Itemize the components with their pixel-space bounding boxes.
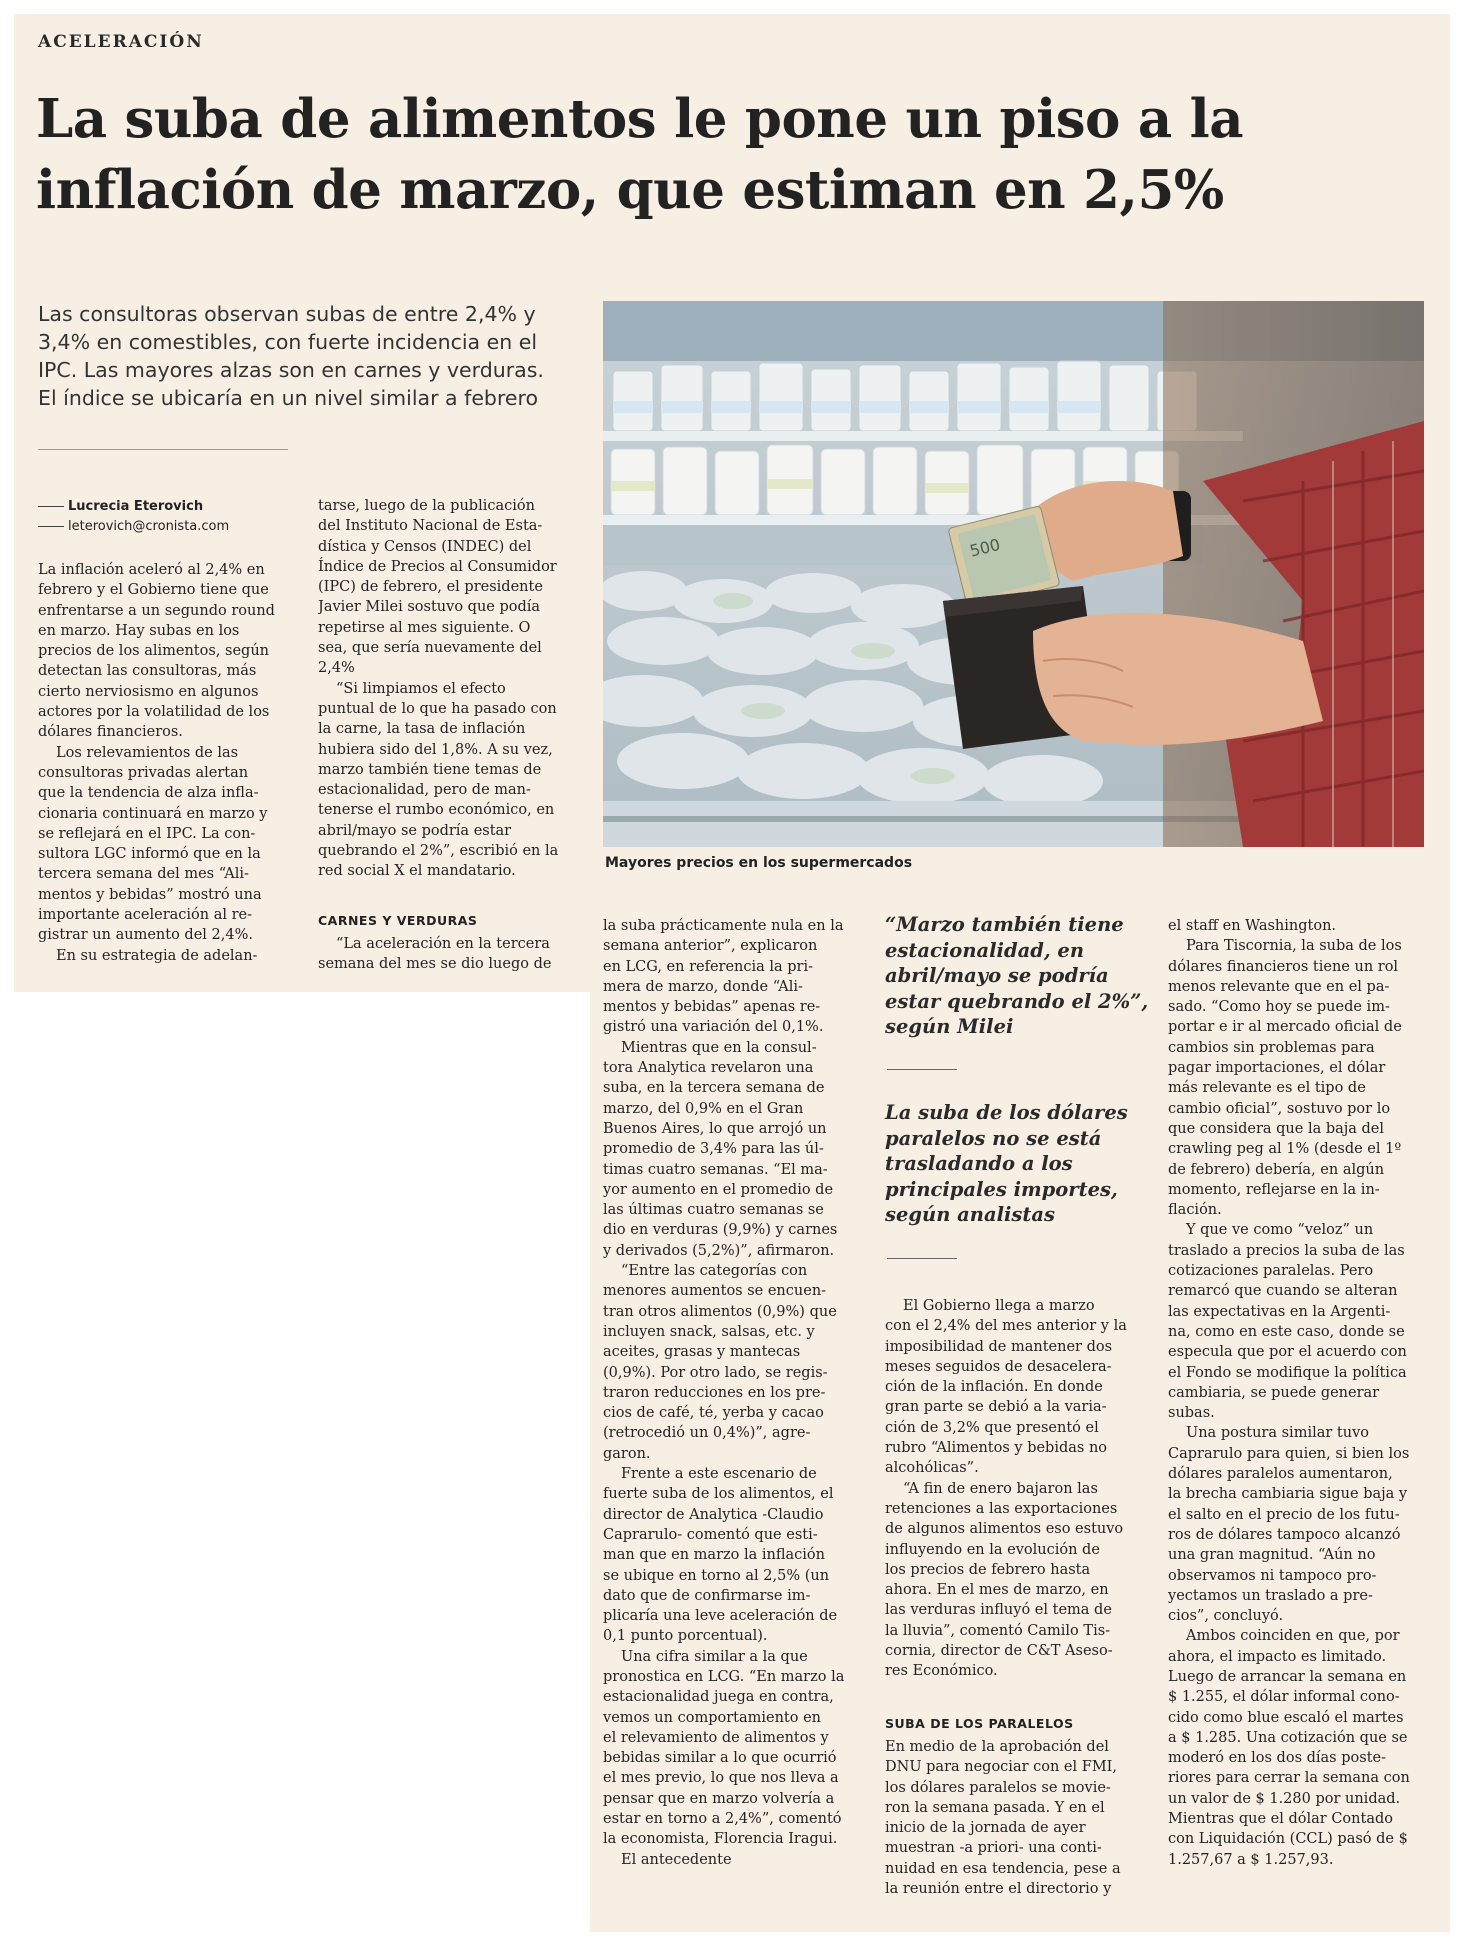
text-line: (0,9%). Por otro lado, se regis- — [603, 1364, 828, 1381]
text-line: timas cuatro semanas. “El ma- — [603, 1161, 828, 1178]
text-line: bebidas similar a lo que ocurrió — [603, 1750, 837, 1767]
text-line: la carne, la tasa de inflación — [318, 721, 526, 738]
text-line: semana anterior”, explicaron — [603, 938, 818, 955]
text-line: quebrando el 2%”, escribió en la — [318, 843, 559, 860]
text-line: cionaria continuará en marzo y — [38, 805, 268, 822]
text-line: pensar que en marzo volvería a — [603, 1790, 835, 1807]
text-line: incluyen snack, salsas, etc. y — [603, 1323, 815, 1340]
text-line: observamos ni tampoco pro- — [1168, 1567, 1377, 1584]
text-line: tercera semana del mes “Ali- — [38, 866, 249, 883]
text-line: meses seguidos de desacelera- — [885, 1358, 1112, 1375]
text-line: na, como en este caso, donde se — [1168, 1323, 1405, 1340]
text-line: 0,1 punto porcentual). — [603, 1628, 768, 1645]
text-line: Mientras que el dólar Contado — [1168, 1811, 1393, 1828]
text-line: influyendo en la evolución de — [885, 1541, 1100, 1558]
text-line: imposibilidad de mantener dos — [885, 1338, 1113, 1355]
text-line: en marzo. Hay subas en los — [38, 622, 240, 639]
text-line: dística y Censos (INDEC) del — [318, 538, 532, 555]
text-line: traslado a precios la suba de las — [1168, 1242, 1405, 1259]
headline-line: inflación de marzo, que estiman en 2,5% — [36, 159, 1224, 221]
text-line: En medio de la aprobación del — [885, 1739, 1109, 1755]
text-line: especula que por el acuerdo con — [1168, 1344, 1407, 1361]
text-line: inicio de la jornada de ayer — [885, 1820, 1086, 1837]
text-line: cios”, concluyó. — [1168, 1608, 1284, 1625]
headline-line: La suba de alimentos le pone un piso a la — [36, 88, 1244, 150]
quote-divider — [887, 1069, 957, 1070]
text-line: 2,4% — [318, 660, 355, 677]
text-line: rubro “Alimentos y bebidas no — [885, 1440, 1108, 1457]
text-line: puntual de lo que ha pasado con — [318, 700, 557, 717]
text-line: aceites, grasas y mantecas — [603, 1344, 801, 1361]
text-line: gistrar un aumento del 2,4%. — [38, 927, 253, 944]
text-line: Caprarulo para quien, si bien los — [1168, 1445, 1410, 1462]
text-line: gistró una variación del 0,1%. — [603, 1019, 824, 1036]
text-line: abril/mayo se podría estar — [318, 822, 512, 839]
text-line: en LCG, en referencia la pri- — [603, 958, 814, 975]
column-2 — [318, 496, 573, 882]
text-line: Javier Milei sostuvo que podía — [318, 599, 541, 616]
text-line: el salto en el precio de los futu- — [1168, 1506, 1400, 1523]
text-line: precios de los alimentos, según — [38, 643, 270, 660]
text-line: de algunos alimentos eso estuvo — [885, 1521, 1124, 1538]
text-line: La inflación aceleró al 2,4% en — [38, 562, 265, 578]
text-line: moderó en los dos días poste- — [1168, 1750, 1386, 1767]
text-line: Buenos Aires, lo que arrojó un — [603, 1120, 827, 1137]
text-line: la brecha cambiaria sigue baja y — [1168, 1486, 1408, 1503]
text-line: Luego de arrancar la semana en — [1168, 1668, 1407, 1685]
text-line: ción de 3,2% que presentó el — [885, 1419, 1099, 1436]
text-line: yectamos un traslado a pre- — [1168, 1587, 1373, 1604]
text-line: En su estrategia de adelan- — [56, 947, 258, 964]
text-line: detectan las consultoras, más — [38, 663, 257, 680]
text-line: DNU para negociar con el FMI, — [885, 1759, 1117, 1776]
text-line: alcohólicas”. — [885, 1460, 979, 1477]
text-line: las expectativas en la Argenti- — [1168, 1303, 1391, 1320]
text-line: menos relevante que en el pa- — [1168, 978, 1390, 995]
author-email[interactable]: leterovich@cronista.com — [68, 519, 230, 534]
supermarket-photo-graphic — [603, 301, 1424, 847]
text-line: estar en torno a 2,4%”, comentó — [603, 1811, 842, 1828]
text-line: cierto nerviosismo en algunos — [38, 683, 259, 700]
text-line: (retrocedió un 0,4%)”, agre- — [603, 1425, 811, 1442]
deck-line: Las consultoras observan subas de entre 2,4% y — [38, 302, 536, 326]
quote-line: La suba de los dólares — [885, 1101, 1128, 1124]
text-line: con el 2,4% del mes anterior y la — [885, 1318, 1127, 1335]
text-line: cornia, director de C&T Aseso- — [885, 1643, 1113, 1660]
text-line: estacionalidad juega en contra, — [603, 1689, 834, 1706]
text-line: Una cifra similar a la que — [621, 1648, 808, 1665]
text-line: portar e ir al mercado oficial de — [1168, 1019, 1402, 1036]
text-line: cambiaria, se puede generar — [1168, 1384, 1380, 1401]
text-line: se ubique en torno al 2,5% (un — [603, 1567, 830, 1584]
text-line: el staff en Washington. — [1168, 918, 1337, 934]
text-line: actores por la volatilidad de los — [38, 704, 270, 721]
text-line: y derivados (5,2%)”, afirmaron. — [603, 1242, 835, 1259]
text-line: cido como blue escaló el martes — [1168, 1709, 1404, 1726]
text-line: flación. — [1168, 1202, 1222, 1219]
text-line: “Entre las categorías con — [621, 1263, 808, 1280]
text-line: crawling peg al 1% (desde el 1º — [1168, 1141, 1402, 1158]
text-line: del Instituto Nacional de Esta- — [318, 518, 543, 535]
column-2-continued — [318, 934, 573, 975]
text-line: red social X el mandatario. — [318, 863, 516, 880]
text-line: Para Tiscornia, la suba de los — [1186, 938, 1402, 955]
text-line: ahora. En el mes de marzo, en — [885, 1582, 1109, 1599]
byline — [38, 497, 229, 537]
pull-quote-paralelos — [885, 1100, 1155, 1228]
text-line: que considera que la baja del — [1168, 1120, 1385, 1137]
text-line: mentos y bebidas” mostró una — [38, 886, 262, 903]
text-line: man que en marzo la inflación — [603, 1547, 825, 1564]
text-line: ros de dólares tampoco alcanzó — [1168, 1526, 1401, 1543]
text-line: las últimas cuatro semanas se — [603, 1202, 824, 1219]
text-line: gran parte se debió a la varia- — [885, 1399, 1107, 1416]
supermarket-photo — [603, 301, 1424, 847]
headline — [36, 84, 1356, 226]
text-line: semana del mes se dio luego de — [318, 956, 552, 973]
text-line: momento, reflejarse en la in- — [1168, 1181, 1380, 1198]
text-line: sultora LGC informó que en la — [38, 846, 261, 863]
text-line: $ 1.255, el dólar informal cono- — [1168, 1689, 1400, 1706]
text-line: la lluvia”, comentó Camilo Tis- — [885, 1622, 1111, 1639]
text-line: hubiera sido del 1,8%. A su vez, — [318, 741, 553, 758]
text-line: 1.257,67 a $ 1.257,93. — [1168, 1851, 1334, 1868]
text-line: “Si limpiamos el efecto — [336, 680, 506, 697]
text-line: fuerte suba de los alimentos, el — [603, 1486, 834, 1503]
text-line: Los relevamientos de las — [56, 744, 239, 761]
text-line: repetirse al mes siguiente. O — [318, 619, 531, 636]
section-kicker: ACELERACIÓN — [38, 32, 204, 52]
quote-line: estacionalidad, en — [885, 938, 1085, 962]
text-line: cios de café, té, yerba y cacao — [603, 1405, 824, 1422]
text-line: consultoras privadas alertan — [38, 764, 249, 781]
text-line: traron reducciones en los pre- — [603, 1384, 826, 1401]
text-line: el Fondo se modifique la política — [1168, 1364, 1407, 1381]
text-line: importante aceleración al re- — [38, 907, 253, 924]
text-line: se reflejará en el IPC. La con- — [38, 825, 256, 842]
quote-line: “Marzo también tiene — [885, 913, 1124, 936]
text-line: con Liquidación (CCL) pasó de $ — [1168, 1831, 1408, 1848]
text-line: sado. “Como hoy se puede im- — [1168, 999, 1390, 1016]
text-line: cambios sin problemas para — [1168, 1039, 1375, 1056]
text-line: dólares paralelos aumentaron, — [1168, 1466, 1393, 1483]
quote-line: estar quebrando el 2%”, — [885, 989, 1149, 1013]
text-line: de febrero) debería, en algún — [1168, 1161, 1385, 1178]
text-line: el mes previo, lo que nos lleva a — [603, 1770, 839, 1787]
text-line: tora Analytica revelaron una — [603, 1060, 814, 1077]
quote-line: abril/mayo se podría — [885, 964, 1109, 987]
banknote-text: 500 — [967, 534, 1003, 561]
text-line: mentos y bebidas” apenas re- — [603, 999, 821, 1016]
quote-line: paralelos no se está — [885, 1126, 1102, 1150]
photo-caption: Mayores precios en los supermercados — [605, 855, 913, 871]
text-line: subas. — [1168, 1405, 1215, 1422]
text-line: res Económico. — [885, 1663, 998, 1680]
text-line: Índice de Precios al Consumidor — [318, 558, 557, 575]
quote-line: según analistas — [885, 1203, 1056, 1226]
deck-line: IPC. Las mayores alzas son en carnes y verduras. — [38, 358, 544, 382]
text-line: El Gobierno llega a marzo — [903, 1298, 1095, 1314]
text-line: Frente a este escenario de — [621, 1466, 817, 1483]
text-line: la reunión entre el directorio y — [885, 1881, 1112, 1898]
text-line: ahora, el impacto es limitado. — [1168, 1648, 1387, 1665]
deck-line: El índice se ubicaría en un nivel similar a febrero — [38, 386, 539, 410]
text-line: Y que ve como “veloz” un — [1186, 1222, 1374, 1239]
text-line: muestran -a priori- una conti- — [885, 1840, 1102, 1857]
column-1 — [38, 560, 293, 966]
text-line: sea, que sería nuevamente del — [318, 640, 542, 657]
text-line: Mientras que en la consul- — [621, 1039, 817, 1056]
text-line: tran otros alimentos (0,9%) que — [603, 1303, 837, 1320]
deck — [38, 300, 544, 412]
column-4-continued — [885, 1737, 1145, 1899]
text-line: dólares financieros tiene un rol — [1168, 958, 1399, 975]
text-line: pronostica en LCG. “En marzo la — [603, 1668, 845, 1685]
text-line: menores aumentos se encuen- — [603, 1283, 827, 1300]
quote-divider — [887, 1258, 957, 1259]
text-line: marzo también tiene temas de — [318, 761, 542, 778]
text-line: “A fin de enero bajaron las — [903, 1480, 1098, 1497]
text-line: ción de la inflación. En donde — [885, 1379, 1103, 1396]
text-line: tenerse el rumbo económico, en — [318, 802, 555, 819]
text-line: dólares financieros. — [38, 724, 183, 741]
subhead-paralelos: SUBA DE LOS PARALELOS — [885, 1716, 1074, 1731]
text-line: “La aceleración en la tercera — [336, 936, 550, 952]
text-line: la suba prácticamente nula en la — [603, 918, 844, 934]
text-line: dio en verduras (9,9%) y carnes — [603, 1222, 838, 1239]
text-line: los dólares paralelos se movie- — [885, 1779, 1111, 1796]
text-line: la economista, Florencia Iragui. — [603, 1831, 838, 1848]
text-line: cotizaciones paralelas. Pero — [1168, 1263, 1374, 1280]
text-line: enfrentarse a un segundo round — [38, 602, 275, 619]
quote-line: trasladando a los — [885, 1152, 1073, 1175]
text-line: retenciones a las exportaciones — [885, 1500, 1118, 1517]
text-line: las verduras influyó el tema de — [885, 1602, 1112, 1619]
pull-quote-milei — [885, 912, 1155, 1040]
text-line: pagar importaciones, el dólar — [1168, 1060, 1386, 1077]
text-line: riores para cerrar la semana con — [1168, 1770, 1410, 1787]
text-line: ron la semana pasada. Y en el — [885, 1799, 1105, 1816]
deck-divider — [38, 449, 288, 450]
text-line: Caprarulo- comentó que esti- — [603, 1526, 818, 1543]
text-line: febrero y el Gobierno tiene que — [38, 582, 269, 599]
text-line: plicaría una leve aceleración de — [603, 1608, 838, 1625]
text-line: El antecedente — [621, 1851, 732, 1868]
subhead-carnes: CARNES Y VERDURAS — [318, 913, 478, 928]
text-line: mera de marzo, donde “Ali- — [603, 978, 803, 995]
text-line: director de Analytica -Claudio — [603, 1506, 824, 1523]
text-line: promedio de 3,4% para las úl- — [603, 1141, 824, 1158]
text-line: más relevante es el tipo de — [1168, 1080, 1366, 1097]
text-line: estacionalidad, pero de man- — [318, 782, 531, 799]
text-line: dato que de confirmarse im- — [603, 1587, 811, 1604]
text-line: garon. — [603, 1445, 651, 1462]
author-name: Lucrecia Eterovich — [68, 499, 204, 514]
text-line: marzo, del 0,9% en el Gran — [603, 1100, 804, 1117]
text-line: suba, en la tercera semana de — [603, 1080, 825, 1097]
text-line: el relevamiento de alimentos y — [603, 1729, 829, 1746]
text-line: Una postura similar tuvo — [1186, 1425, 1369, 1442]
deck-line: 3,4% en comestibles, con fuerte incidencia en el — [38, 330, 538, 354]
text-line: (IPC) de febrero, el presidente — [318, 579, 543, 596]
column-4 — [885, 1296, 1145, 1682]
text-line: remarcó que cuando se alteran — [1168, 1283, 1398, 1300]
text-line: los precios de febrero hasta — [885, 1561, 1091, 1578]
text-line: un valor de $ 1.280 por unidad. — [1168, 1790, 1401, 1807]
text-line: Ambos coinciden en que, por — [1186, 1628, 1400, 1645]
text-line: tarse, luego de la publicación — [318, 498, 535, 514]
text-line: cambio oficial”, sostuvo por lo — [1168, 1100, 1391, 1117]
quote-line: principales importes, — [885, 1177, 1118, 1201]
text-line: una gran magnitud. “Aún no — [1168, 1547, 1376, 1564]
column-5 — [1168, 916, 1428, 1870]
text-line: vemos un comportamiento en — [603, 1709, 821, 1726]
text-line: nuidad en esa tendencia, pese a — [885, 1860, 1121, 1877]
text-line: que la tendencia de alza infla- — [38, 785, 259, 802]
text-line: a $ 1.285. Una cotización que se — [1168, 1729, 1408, 1746]
text-line: yor aumento en el promedio de — [603, 1181, 834, 1198]
quote-line: según Milei — [885, 1015, 1014, 1038]
column-3 — [603, 916, 858, 1870]
